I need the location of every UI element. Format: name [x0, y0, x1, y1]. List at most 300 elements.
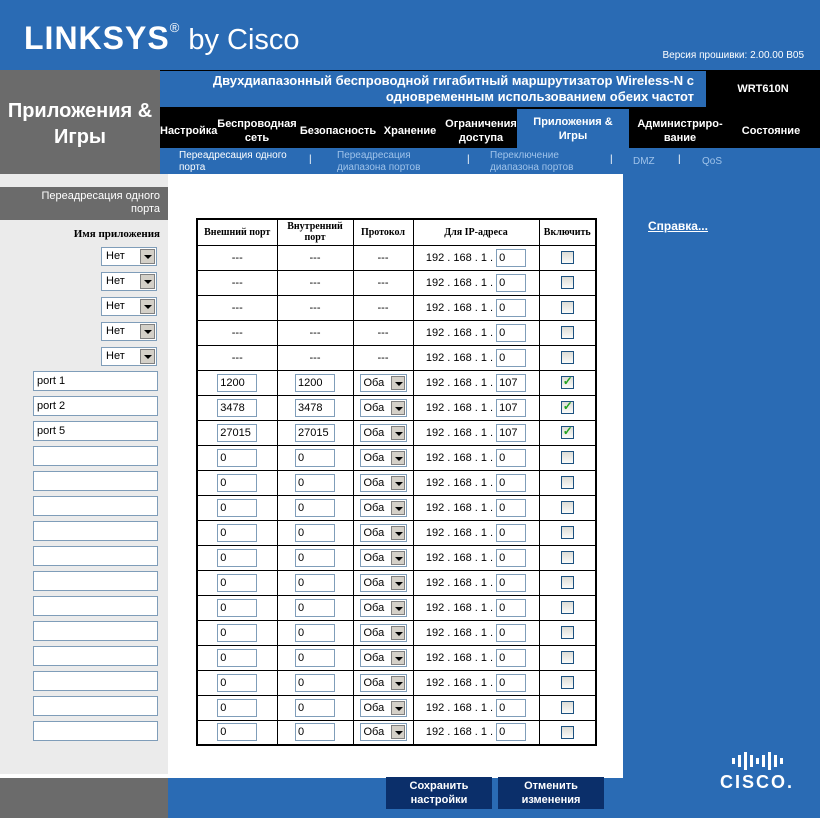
cancel-changes-button[interactable] — [498, 777, 604, 809]
protocol-cell — [353, 595, 413, 620]
protocol-select[interactable] — [360, 524, 407, 542]
ip-prefix: 192 . 168 . 1 . — [425, 501, 494, 514]
enable-cell — [539, 245, 596, 270]
table-row — [197, 595, 596, 620]
select-value: Оба — [363, 601, 385, 614]
protocol-select[interactable] — [360, 424, 407, 442]
table-row — [197, 395, 596, 420]
internal-port-input[interactable]: 0 — [295, 624, 335, 642]
enable-checkbox[interactable] — [561, 651, 574, 664]
enable-cell — [539, 470, 596, 495]
select-value: Оба — [363, 651, 385, 664]
external-port-input[interactable]: 3478 — [217, 399, 257, 417]
protocol-value: --- — [377, 326, 389, 339]
enable-checkbox[interactable] — [561, 701, 574, 714]
subtab-separator: | — [678, 154, 681, 165]
internal-port-cell — [277, 395, 353, 420]
enable-cell — [539, 320, 596, 345]
protocol-value: --- — [377, 276, 389, 289]
chevron-down-icon[interactable] — [391, 376, 405, 390]
enable-checkbox[interactable] — [561, 376, 574, 389]
tab-label: вание — [663, 132, 697, 144]
enable-cell — [539, 345, 596, 370]
enable-cell — [539, 695, 596, 720]
application-name-input[interactable] — [33, 696, 158, 716]
external-port-input[interactable]: 0 — [217, 499, 257, 517]
table-row — [197, 570, 596, 595]
external-port-input[interactable]: 0 — [217, 649, 257, 667]
application-name-input[interactable] — [33, 546, 158, 566]
protocol-select[interactable] — [360, 723, 407, 741]
protocol-cell — [353, 320, 413, 345]
subtab-single-port-forwarding[interactable] — [179, 150, 287, 174]
chevron-down-icon[interactable] — [391, 601, 405, 615]
ip-last-octet-input[interactable]: 107 — [496, 374, 526, 392]
ip-last-octet-input[interactable]: 0 — [496, 449, 526, 467]
ip-prefix: 192 . 168 . 1 . — [425, 476, 494, 489]
internal-port-cell — [277, 520, 353, 545]
select-value: Оба — [363, 551, 385, 564]
external-port-cell — [197, 245, 277, 270]
ip-prefix: 192 . 168 . 1 . — [425, 651, 494, 664]
select-value: Нет — [106, 325, 125, 337]
internal-port-cell — [277, 420, 353, 445]
enable-checkbox[interactable] — [561, 551, 574, 564]
application-preset-select[interactable] — [101, 297, 157, 316]
logo-by: by Cisco — [180, 24, 300, 56]
internal-port-cell — [277, 570, 353, 595]
protocol-cell — [353, 245, 413, 270]
external-port-cell — [197, 720, 277, 745]
external-port-cell — [197, 345, 277, 370]
enable-checkbox[interactable] — [561, 326, 574, 339]
enable-checkbox[interactable] — [561, 601, 574, 614]
chevron-down-icon[interactable] — [391, 676, 405, 690]
protocol-select[interactable] — [360, 374, 407, 392]
enable-checkbox[interactable] — [561, 526, 574, 539]
enable-cell — [539, 495, 596, 520]
subtab-port-range-triggering[interactable] — [490, 150, 573, 174]
table-row — [197, 445, 596, 470]
ip-address-cell — [413, 420, 539, 445]
tab-status[interactable] — [736, 124, 806, 138]
table-header-row — [197, 219, 596, 245]
protocol-select[interactable] — [360, 674, 407, 692]
enable-cell — [539, 570, 596, 595]
select-value: Оба — [363, 476, 385, 489]
select-value: Нет — [106, 350, 125, 362]
ip-prefix: 192 . 168 . 1 . — [425, 551, 494, 564]
subtab-separator: | — [467, 154, 470, 165]
internal-port-input[interactable]: 0 — [295, 723, 335, 741]
application-name-input[interactable] — [33, 521, 158, 541]
application-name-input[interactable]: port 5 — [33, 421, 158, 441]
subtab-label: порта — [179, 162, 206, 173]
table-row — [197, 345, 596, 370]
internal-port-input[interactable]: 0 — [295, 674, 335, 692]
internal-port-cell — [277, 495, 353, 520]
external-port-cell — [197, 695, 277, 720]
subtab-label: DMZ — [633, 156, 655, 167]
tab-label: Беспроводная — [217, 118, 297, 130]
protocol-cell — [353, 270, 413, 295]
protocol-cell — [353, 295, 413, 320]
protocol-value: --- — [377, 351, 389, 364]
external-port-input[interactable]: 0 — [217, 674, 257, 692]
tab-storage[interactable] — [380, 124, 440, 138]
ip-address-cell — [413, 270, 539, 295]
application-name-input[interactable]: port 1 — [33, 371, 158, 391]
protocol-select[interactable] — [360, 599, 407, 617]
select-value: Оба — [363, 676, 385, 689]
external-port-input[interactable]: 0 — [217, 549, 257, 567]
tab-label: Хранение — [383, 125, 437, 137]
tab-label: Приложения & — [533, 116, 613, 128]
ip-prefix: 192 . 168 . 1 . — [425, 351, 494, 364]
external-port-cell — [197, 420, 277, 445]
table-row — [197, 320, 596, 345]
internal-port-input[interactable]: 0 — [295, 549, 335, 567]
chevron-down-icon[interactable] — [391, 651, 405, 665]
enable-cell — [539, 295, 596, 320]
external-port-input[interactable]: 0 — [217, 599, 257, 617]
ip-address-cell — [413, 295, 539, 320]
chevron-down-icon[interactable] — [391, 701, 405, 715]
select-value: Оба — [363, 501, 385, 514]
enable-checkbox[interactable] — [561, 251, 574, 264]
table-row — [197, 720, 596, 745]
left-heading-line: Переадресация одного — [41, 190, 160, 202]
external-port-cell — [197, 520, 277, 545]
enable-cell — [539, 545, 596, 570]
ip-prefix: 192 . 168 . 1 . — [425, 426, 494, 439]
tab-wireless[interactable] — [214, 117, 300, 145]
internal-port-value: --- — [309, 351, 321, 364]
protocol-cell — [353, 520, 413, 545]
tab-applications-gaming[interactable] — [517, 115, 629, 143]
ip-prefix: 192 . 168 . 1 . — [425, 726, 494, 739]
application-name-input[interactable] — [33, 621, 158, 641]
subtab-separator: | — [309, 154, 312, 165]
header-enable: Включить — [539, 219, 596, 245]
ip-last-octet-input[interactable]: 0 — [496, 599, 526, 617]
chevron-down-icon[interactable] — [391, 626, 405, 640]
ip-address-cell — [413, 395, 539, 420]
linksys-logo — [24, 20, 300, 57]
chevron-down-icon[interactable] — [391, 526, 405, 540]
select-value: Оба — [363, 526, 385, 539]
external-port-cell — [197, 295, 277, 320]
subtab-qos[interactable] — [702, 156, 722, 168]
external-port-cell — [197, 270, 277, 295]
product-line-2: одновременным использованием обеих частот — [385, 89, 694, 104]
ip-address-cell — [413, 695, 539, 720]
subtab-port-range-forwarding[interactable] — [337, 150, 420, 174]
internal-port-cell — [277, 295, 353, 320]
application-name-input[interactable] — [33, 721, 158, 741]
chevron-down-icon[interactable] — [140, 299, 155, 314]
internal-port-input[interactable]: 0 — [295, 474, 335, 492]
protocol-cell — [353, 445, 413, 470]
protocol-cell — [353, 620, 413, 645]
ip-last-octet-input[interactable]: 107 — [496, 424, 526, 442]
select-value: Оба — [363, 726, 385, 739]
external-port-input[interactable]: 0 — [217, 524, 257, 542]
ip-last-octet-input[interactable]: 0 — [496, 674, 526, 692]
chevron-down-icon[interactable] — [391, 576, 405, 590]
protocol-select[interactable] — [360, 699, 407, 717]
internal-port-input[interactable]: 0 — [295, 449, 335, 467]
enable-cell — [539, 395, 596, 420]
chevron-down-icon[interactable] — [391, 501, 405, 515]
table-row — [197, 520, 596, 545]
chevron-down-icon[interactable] — [140, 274, 155, 289]
chevron-down-icon[interactable] — [391, 551, 405, 565]
table-row — [197, 495, 596, 520]
port-forwarding-table — [196, 218, 597, 746]
select-value: Нет — [106, 300, 125, 312]
table-row — [197, 645, 596, 670]
external-port-input[interactable]: 1200 — [217, 374, 257, 392]
ip-last-octet-input[interactable]: 0 — [496, 349, 526, 367]
ip-address-cell — [413, 595, 539, 620]
ip-prefix: 192 . 168 . 1 . — [425, 451, 494, 464]
ip-prefix: 192 . 168 . 1 . — [425, 376, 494, 389]
protocol-select[interactable] — [360, 399, 407, 417]
select-value: Нет — [106, 275, 125, 287]
internal-port-value: --- — [309, 301, 321, 314]
header-external-port: Внешний порт — [197, 219, 277, 245]
subtab-dmz[interactable] — [633, 156, 655, 168]
model-name: WRT610N — [706, 71, 820, 107]
ip-last-octet-input[interactable]: 0 — [496, 299, 526, 317]
external-port-input[interactable]: 27015 — [217, 424, 257, 442]
ip-last-octet-input[interactable]: 0 — [496, 624, 526, 642]
product-name — [160, 71, 706, 107]
external-port-value: --- — [231, 301, 243, 314]
application-name-input[interactable]: port 2 — [33, 396, 158, 416]
enable-checkbox[interactable] — [561, 501, 574, 514]
internal-port-input[interactable]: 0 — [295, 574, 335, 592]
internal-port-cell — [277, 370, 353, 395]
application-preset-select[interactable] — [101, 322, 157, 341]
ip-last-octet-input[interactable]: 0 — [496, 274, 526, 292]
cisco-wordmark: CISCO. — [720, 772, 795, 792]
ip-prefix: 192 . 168 . 1 . — [425, 676, 494, 689]
chevron-down-icon[interactable] — [140, 349, 155, 364]
external-port-input[interactable]: 0 — [217, 723, 257, 741]
subtab-label: Переключение — [490, 150, 559, 161]
ip-address-cell — [413, 370, 539, 395]
enable-checkbox[interactable] — [561, 301, 574, 314]
internal-port-input[interactable]: 0 — [295, 499, 335, 517]
header-internal-port-line: порт — [304, 232, 326, 244]
chevron-down-icon[interactable] — [391, 725, 405, 739]
chevron-down-icon[interactable] — [140, 324, 155, 339]
external-port-cell — [197, 570, 277, 595]
protocol-select[interactable] — [360, 624, 407, 642]
application-name-input[interactable] — [33, 446, 158, 466]
ip-last-octet-input[interactable]: 107 — [496, 399, 526, 417]
application-preset-select[interactable] — [101, 247, 157, 266]
application-name-input[interactable] — [33, 571, 158, 591]
application-name-input[interactable] — [33, 496, 158, 516]
chevron-down-icon[interactable] — [391, 451, 405, 465]
table-row — [197, 270, 596, 295]
subtab-label: диапазона портов — [337, 162, 421, 173]
subtab-label: QoS — [702, 156, 723, 167]
help-column — [623, 174, 820, 778]
external-port-input[interactable]: 0 — [217, 574, 257, 592]
enable-checkbox[interactable] — [561, 726, 574, 739]
external-port-input[interactable]: 0 — [217, 474, 257, 492]
tab-security[interactable] — [298, 124, 378, 138]
internal-port-input[interactable]: 0 — [295, 599, 335, 617]
header-internal-port-line: Внутренний — [287, 221, 343, 233]
internal-port-cell — [277, 720, 353, 745]
enable-checkbox[interactable] — [561, 476, 574, 489]
enable-checkbox[interactable] — [561, 676, 574, 689]
ip-last-octet-input[interactable]: 0 — [496, 699, 526, 717]
external-port-input[interactable]: 0 — [217, 624, 257, 642]
internal-port-cell — [277, 595, 353, 620]
application-name-input[interactable] — [33, 646, 158, 666]
ip-prefix: 192 . 168 . 1 . — [425, 701, 494, 714]
ip-last-octet-input[interactable]: 0 — [496, 324, 526, 342]
table-row — [197, 695, 596, 720]
table-row — [197, 295, 596, 320]
ip-prefix: 192 . 168 . 1 . — [425, 326, 494, 339]
external-port-cell — [197, 595, 277, 620]
internal-port-value: --- — [309, 276, 321, 289]
ip-last-octet-input[interactable]: 0 — [496, 649, 526, 667]
help-link[interactable]: Справка... — [648, 219, 708, 233]
table-row — [197, 545, 596, 570]
select-value: Оба — [363, 426, 385, 439]
internal-port-cell — [277, 620, 353, 645]
external-port-value: --- — [231, 351, 243, 364]
ip-address-cell — [413, 620, 539, 645]
protocol-value: --- — [377, 301, 389, 314]
tab-administration[interactable] — [632, 117, 728, 145]
enable-checkbox[interactable] — [561, 276, 574, 289]
select-value: Оба — [363, 576, 385, 589]
enable-checkbox[interactable] — [561, 426, 574, 439]
external-port-cell — [197, 495, 277, 520]
protocol-cell — [353, 720, 413, 745]
ip-prefix: 192 . 168 . 1 . — [425, 301, 494, 314]
select-value: Оба — [363, 376, 385, 389]
external-port-cell — [197, 470, 277, 495]
header-ip-address: Для IP-адреса — [413, 219, 539, 245]
ip-last-octet-input[interactable]: 0 — [496, 499, 526, 517]
application-preset-select[interactable] — [101, 347, 157, 366]
enable-checkbox[interactable] — [561, 576, 574, 589]
protocol-select[interactable] — [360, 549, 407, 567]
application-name-input[interactable] — [33, 596, 158, 616]
ip-address-cell — [413, 470, 539, 495]
header-internal-port — [277, 219, 353, 245]
protocol-cell — [353, 695, 413, 720]
chevron-down-icon[interactable] — [391, 426, 405, 440]
protocol-cell — [353, 495, 413, 520]
ip-last-octet-input[interactable]: 0 — [496, 524, 526, 542]
protocol-select[interactable] — [360, 649, 407, 667]
external-port-cell — [197, 320, 277, 345]
ip-last-octet-input[interactable]: 0 — [496, 249, 526, 267]
internal-port-input[interactable]: 0 — [295, 649, 335, 667]
ip-last-octet-input[interactable]: 0 — [496, 549, 526, 567]
table-row — [197, 245, 596, 270]
ip-address-cell — [413, 345, 539, 370]
application-name-input[interactable] — [33, 671, 158, 691]
protocol-cell — [353, 470, 413, 495]
table-row — [197, 670, 596, 695]
tab-label: Ограничения — [445, 118, 517, 130]
enable-cell — [539, 720, 596, 745]
enable-cell — [539, 520, 596, 545]
ip-last-octet-input[interactable]: 0 — [496, 723, 526, 741]
chevron-down-icon[interactable] — [391, 401, 405, 415]
select-value: Нет — [106, 250, 125, 262]
internal-port-input[interactable]: 0 — [295, 699, 335, 717]
internal-port-input[interactable]: 0 — [295, 524, 335, 542]
external-port-input[interactable]: 0 — [217, 699, 257, 717]
protocol-cell — [353, 420, 413, 445]
internal-port-input[interactable]: 1200 — [295, 374, 335, 392]
internal-port-cell — [277, 670, 353, 695]
tab-access-restrictions[interactable] — [440, 117, 522, 145]
ip-last-octet-input[interactable]: 0 — [496, 474, 526, 492]
application-name-input[interactable] — [33, 471, 158, 491]
save-settings-button[interactable] — [386, 777, 492, 809]
enable-checkbox[interactable] — [561, 401, 574, 414]
chevron-down-icon[interactable] — [140, 249, 155, 264]
protocol-select[interactable] — [360, 474, 407, 492]
enable-checkbox[interactable] — [561, 451, 574, 464]
internal-port-input[interactable]: 27015 — [295, 424, 335, 442]
protocol-select[interactable] — [360, 449, 407, 467]
application-name-label: Имя приложения — [73, 228, 160, 240]
external-port-input[interactable]: 0 — [217, 449, 257, 467]
application-preset-select[interactable] — [101, 272, 157, 291]
select-value: Оба — [363, 401, 385, 414]
protocol-value: --- — [377, 251, 389, 264]
protocol-select[interactable] — [360, 499, 407, 517]
select-value: Оба — [363, 451, 385, 464]
enable-cell — [539, 670, 596, 695]
enable-checkbox[interactable] — [561, 351, 574, 364]
protocol-select[interactable] — [360, 574, 407, 592]
tab-setup[interactable] — [160, 124, 216, 138]
enable-cell — [539, 370, 596, 395]
button-label: Сохранить — [409, 780, 469, 792]
external-port-cell — [197, 670, 277, 695]
ip-prefix: 192 . 168 . 1 . — [425, 251, 494, 264]
external-port-value: --- — [231, 251, 243, 264]
cisco-bars-icon — [720, 750, 794, 772]
ip-address-cell — [413, 445, 539, 470]
chevron-down-icon[interactable] — [391, 476, 405, 490]
ip-prefix: 192 . 168 . 1 . — [425, 276, 494, 289]
table-row — [197, 370, 596, 395]
internal-port-input[interactable]: 3478 — [295, 399, 335, 417]
internal-port-cell — [277, 545, 353, 570]
ip-prefix: 192 . 168 . 1 . — [425, 576, 494, 589]
external-port-value: --- — [231, 326, 243, 339]
enable-checkbox[interactable] — [561, 626, 574, 639]
ip-last-octet-input[interactable]: 0 — [496, 574, 526, 592]
